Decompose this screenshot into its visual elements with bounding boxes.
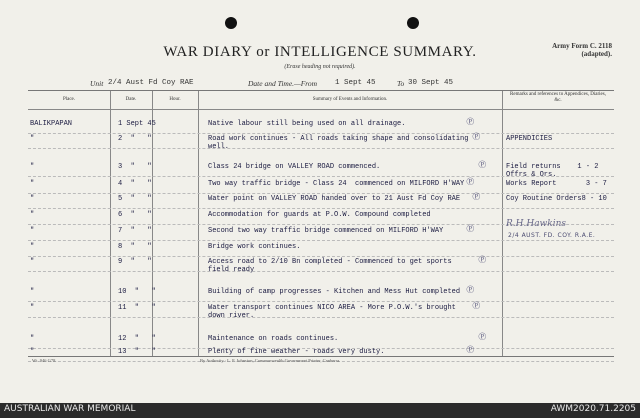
punch-hole <box>407 17 419 29</box>
row-date: 5 " " <box>118 195 152 203</box>
to-date-value: 30 Sept 45 <box>408 79 454 87</box>
army-form-label <box>552 42 612 58</box>
row-summary: Native labour still being used on all drainage. <box>208 120 406 128</box>
row-rule <box>28 317 614 318</box>
row-date: 4 " " <box>118 180 152 188</box>
handwritten-initial: ℗ <box>466 343 475 356</box>
printer-imprint: By Authority : L. F. Johnston, Commonwealth Government Printer, Canberra. <box>200 358 341 363</box>
row-place: " <box>30 163 35 171</box>
row-place: " <box>30 348 35 356</box>
row-date: 6 " " <box>118 211 152 219</box>
row-summary: Two way traffic bridge - Class 24 commenced on MILFORD H'WAY <box>208 180 465 188</box>
row-date: 8 " " <box>118 243 152 251</box>
unit-stamp: 2/4 AUST. FD. COY. R.A.E. <box>508 232 596 239</box>
from-date-value: 1 Sept 45 <box>335 79 376 87</box>
row-place: " <box>30 211 35 219</box>
header-separator <box>28 109 614 110</box>
row-date: 2 " " <box>118 135 152 143</box>
row-place: " <box>30 195 35 203</box>
row-summary: Water point on VALLEY ROAD handed over to 21 Aust Fd Coy RAE <box>208 195 461 203</box>
row-summary: Water transport continues NICO AREA - More P.O.W.'s brought down river. <box>208 304 456 320</box>
column-header-place: Place. <box>62 97 76 102</box>
row-summary: Accommodation for guards at P.O.W. Compound completed <box>208 211 431 219</box>
column-header-hour: Hour. <box>169 97 181 102</box>
row-rule <box>28 240 614 241</box>
army-form-number: Army Form C. 2118 <box>552 42 612 50</box>
form-code: Wt. 946 G78. <box>32 358 57 363</box>
handwritten-initial: ℗ <box>472 299 481 312</box>
column-header-date: Date. <box>125 97 137 102</box>
row-date: 11 " " <box>118 304 156 312</box>
handwritten-initial: ℗ <box>478 158 487 171</box>
row-place: " <box>30 180 35 188</box>
row-date: 12 " " <box>118 335 156 343</box>
page-subtitle: (Erase heading not required). <box>284 64 356 70</box>
row-rule <box>28 148 614 149</box>
handwritten-initial: ℗ <box>478 253 487 266</box>
column-header-remarks: Remarks and references to Appendices, Diaries, &c. <box>510 92 606 103</box>
row-summary: Road work continues - All roads taking shape and consolidating well. <box>208 135 469 151</box>
handwritten-initial: ℗ <box>466 283 475 296</box>
unit-value: 2/4 Aust Fd Coy RAE <box>108 79 194 87</box>
row-rule <box>28 256 614 257</box>
row-remarks: Coy Routine Orders8 - 10 <box>506 195 607 203</box>
unit-label: Unit <box>90 79 104 88</box>
archive-caption-left: AUSTRALIAN WAR MEMORIAL <box>4 404 136 414</box>
handwritten-initial: ℗ <box>466 222 475 235</box>
handwritten-initial: ℗ <box>472 190 481 203</box>
row-remarks: APPENDICIES <box>506 135 553 143</box>
punch-hole <box>225 17 237 29</box>
row-date: 1 Sept 45 <box>118 120 156 128</box>
row-summary: Bridge work continues. <box>208 243 301 251</box>
row-summary: Plenty of fine weather - roads very dusty. <box>208 348 385 356</box>
to-label: To <box>397 79 405 88</box>
row-place: " <box>30 288 35 296</box>
row-place: " <box>30 135 35 143</box>
row-summary: Access road to 2/10 Bn completed - Commenced to get sports field ready <box>208 258 452 274</box>
row-rule <box>28 301 614 302</box>
handwritten-initial: ℗ <box>466 175 475 188</box>
row-date: 7 " " <box>118 227 152 235</box>
page-title: WAR DIARY or INTELLIGENCE SUMMARY. <box>163 44 477 60</box>
row-summary: Second two way traffic bridge commenced on MILFORD H'WAY <box>208 227 444 235</box>
row-place: " <box>30 304 35 312</box>
row-summary: Building of camp progresses - Kitchen and Mess Hut completed <box>208 288 461 296</box>
row-remarks: Field returns 1 - 2 Offrs & Ors. <box>506 163 599 179</box>
row-place: " <box>30 243 35 251</box>
handwritten-initial: ℗ <box>478 330 487 343</box>
date-label: Date and Time.—From <box>248 79 318 88</box>
row-summary: Maintenance on roads continues. <box>208 335 339 343</box>
army-form-note: (adapted). <box>581 50 612 58</box>
row-place: " <box>30 335 35 343</box>
row-rule <box>28 271 614 272</box>
column-header-summary: Summary of Events and Information. <box>312 97 388 102</box>
handwritten-initial: ℗ <box>472 130 481 143</box>
officer-signature: R.H.Hawkins <box>506 219 567 229</box>
row-remarks: Works Report 3 - 7 <box>506 180 607 188</box>
row-date: 9 " " <box>118 258 152 266</box>
row-place: BALIKPAPAN <box>30 120 73 128</box>
row-rule <box>28 133 614 134</box>
archive-caption-right: AWM2020.71.2205 <box>550 404 636 414</box>
row-rule <box>28 176 614 177</box>
row-rule <box>28 193 614 194</box>
row-place: " <box>30 227 35 235</box>
row-place: " <box>30 258 35 266</box>
row-date: 3 " " <box>118 163 152 171</box>
handwritten-initial: ℗ <box>466 115 475 128</box>
row-summary: Class 24 bridge on VALLEY ROAD commenced. <box>208 163 381 171</box>
diary-table <box>28 90 614 357</box>
row-date: 10 " " <box>118 288 156 296</box>
row-rule <box>28 208 614 209</box>
row-date: 13 " " <box>118 348 156 356</box>
